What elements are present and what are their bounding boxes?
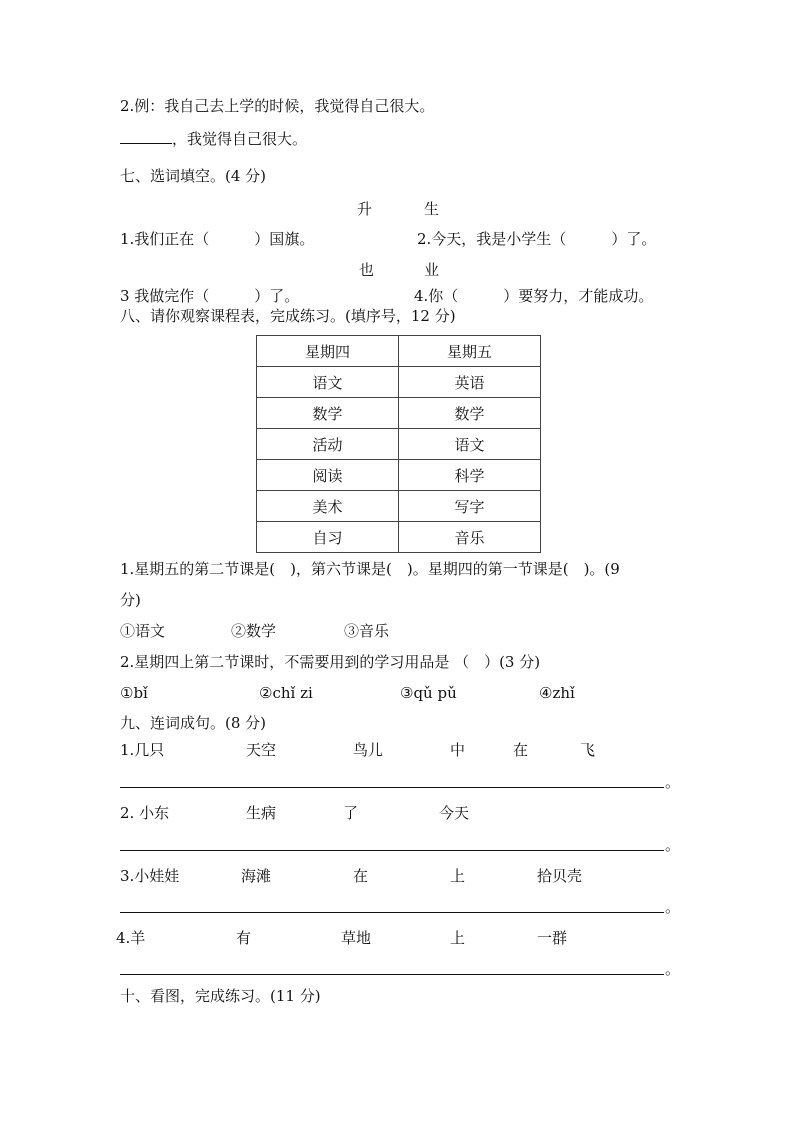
section-7-q3: 3 我做完作（ ）了。	[120, 287, 300, 305]
word-tile: 今天	[439, 804, 470, 822]
table-cell: 阅读	[257, 460, 399, 491]
word-tile: 有	[236, 929, 252, 947]
table-row	[257, 367, 541, 398]
option-item: ③qǔ pǔ	[400, 684, 457, 702]
table-header-cell: 星期四	[257, 336, 399, 367]
option-item: ①语文	[120, 622, 166, 640]
option-item: ②chǐ zi	[259, 684, 313, 702]
table-cell: 数学	[399, 398, 541, 429]
table-cell: 语文	[257, 367, 399, 398]
word-tile: 飞	[580, 741, 596, 759]
section-10-title: 十、看图，完成练习。(11 分)	[120, 987, 321, 1005]
word-tile: 生病	[246, 804, 277, 822]
table-cell: 科学	[399, 460, 541, 491]
table-cell: 写字	[399, 491, 541, 522]
table-cell: 英语	[399, 367, 541, 398]
answer-line[interactable]	[120, 974, 664, 975]
option-item: ③音乐	[344, 622, 390, 640]
answer-line[interactable]	[120, 850, 664, 851]
table-row	[257, 429, 541, 460]
table-cell: 音乐	[399, 522, 541, 553]
section-8-q1-cont: 分)	[120, 591, 141, 609]
table-cell: 美术	[257, 491, 399, 522]
word-tile: 1.几只	[120, 741, 165, 759]
table-cell: 语文	[399, 429, 541, 460]
table-cell: 数学	[257, 398, 399, 429]
answer-line[interactable]	[120, 787, 664, 788]
answer-line[interactable]	[120, 912, 664, 913]
table-row	[257, 460, 541, 491]
word-tile: 4.羊	[116, 929, 146, 947]
answer-period: 。	[665, 773, 681, 791]
word-tile: 了	[343, 804, 359, 822]
word-tile: 一群	[537, 929, 568, 947]
word-tile: 草地	[341, 929, 372, 947]
word-choice-1a: 升	[357, 200, 373, 218]
section-7-q4: 4.你（ ）要努力，才能成功。	[414, 287, 654, 305]
option-item: ①bǐ	[120, 684, 148, 702]
fill-sentence	[120, 129, 307, 149]
section-9-title: 九、连词成句。(8 分)	[120, 714, 267, 732]
word-choice-2a: 也	[359, 261, 375, 279]
word-tile: 在	[513, 741, 529, 759]
table-row	[257, 398, 541, 429]
table-header-row	[257, 336, 541, 367]
answer-period: 。	[665, 960, 681, 978]
answer-period: 。	[665, 836, 681, 854]
fill-sentence-suffix: ，我觉得自己很大。	[172, 130, 308, 148]
word-tile: 上	[450, 867, 466, 885]
answer-period: 。	[665, 898, 681, 916]
word-choice-1b: 生	[424, 200, 440, 218]
word-tile: 2. 小东	[120, 804, 170, 822]
table-row	[257, 491, 541, 522]
example-sentence: 2.例：我自己去上学的时候，我觉得自己很大。	[120, 97, 435, 115]
option-item: ②数学	[231, 622, 277, 640]
section-8-title: 八、请你观察课程表，完成练习。(填序号，12 分)	[120, 307, 456, 325]
table-cell: 活动	[257, 429, 399, 460]
section-8-q1: 1.星期五的第二节课是( )，第六节课是( )。星期四的第一节课是( )。(9	[120, 560, 620, 578]
word-tile: 在	[353, 867, 369, 885]
word-tile: 3.小娃娃	[120, 867, 180, 885]
section-7-q1: 1.我们正在（ ）国旗。	[120, 230, 315, 248]
section-7-title: 七、选词填空。(4 分)	[120, 167, 267, 185]
word-tile: 天空	[246, 741, 277, 759]
section-8-q2: 2.星期四上第二节课时，不需要用到的学习用品是 （ ）(3 分)	[120, 653, 541, 671]
answer-blank[interactable]	[120, 129, 172, 144]
word-tile: 中	[450, 741, 466, 759]
word-tile: 拾贝壳	[537, 867, 583, 885]
word-choice-2b: 业	[424, 261, 440, 279]
section-7-q2: 2.今天，我是小学生（ ）了。	[417, 230, 657, 248]
class-schedule-table	[256, 335, 541, 553]
table-header-cell: 星期五	[399, 336, 541, 367]
table-row	[257, 522, 541, 553]
option-item: ④zhǐ	[539, 684, 575, 702]
word-tile: 鸟儿	[353, 741, 384, 759]
word-tile: 海滩	[241, 867, 272, 885]
word-tile: 上	[450, 929, 466, 947]
table-cell: 自习	[257, 522, 399, 553]
